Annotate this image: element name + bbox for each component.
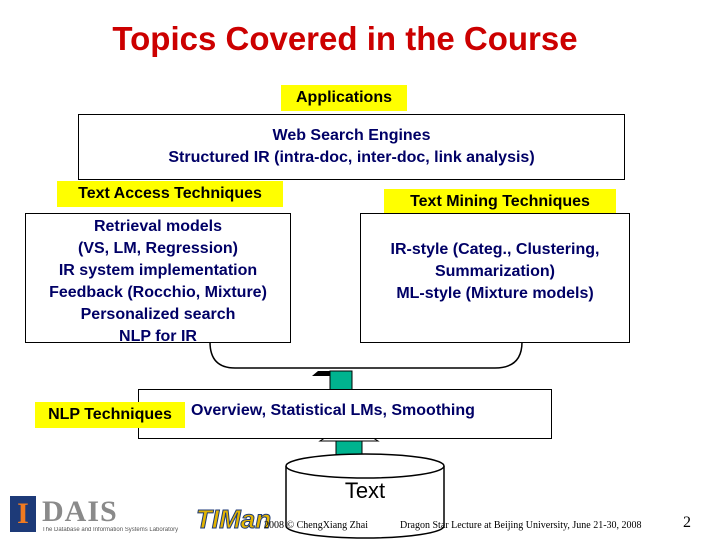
timan-logo: TIMan: [196, 504, 272, 534]
text-access-line: IR system implementation: [58, 262, 258, 279]
text-access-line: NLP for IR: [119, 328, 197, 345]
applications-line: Structured IR (intra-doc, inter-doc, link analysis): [168, 149, 535, 166]
applications-label: Applications: [281, 85, 407, 111]
footer-copyright: 2008 © ChengXiang Zhai: [264, 520, 368, 531]
illinois-logo: [10, 496, 36, 532]
text-mining-line: ML-style (Mixture models): [396, 285, 594, 302]
text-mining-label: Text Mining Techniques: [384, 189, 616, 215]
database-label: Text: [344, 478, 386, 503]
footer-event: Dragon Star Lecture at Beijing University, June 21-30, 2008: [400, 520, 642, 531]
text-access-line: Feedback (Rocchio, Mixture): [49, 284, 267, 301]
text-mining-line: Summarization): [434, 263, 555, 280]
text-access-label: Text Access Techniques: [57, 181, 283, 207]
text-mining-line: IR-style (Categ., Clustering,: [390, 241, 600, 258]
page-number: 2: [683, 514, 691, 531]
nlp-line: Overview, Statistical LMs, Smoothing: [191, 402, 475, 419]
nlp-label: NLP Techniques: [35, 402, 185, 428]
text-access-box: [25, 213, 291, 343]
applications-line: Web Search Engines: [272, 127, 431, 144]
database-top: [286, 454, 444, 478]
text-access-line: (VS, LM, Regression): [77, 240, 239, 257]
text-access-line: Personalized search: [80, 306, 236, 323]
dais-logo: DAIS: [42, 495, 118, 528]
page-title: Topics Covered in the Course: [112, 20, 578, 57]
text-mining-box: [360, 213, 630, 343]
dais-subtitle: The Database and Information Systems Laboratory: [42, 527, 179, 533]
text-access-line: Retrieval models: [93, 218, 223, 235]
illinois-i-icon: I: [17, 497, 29, 530]
